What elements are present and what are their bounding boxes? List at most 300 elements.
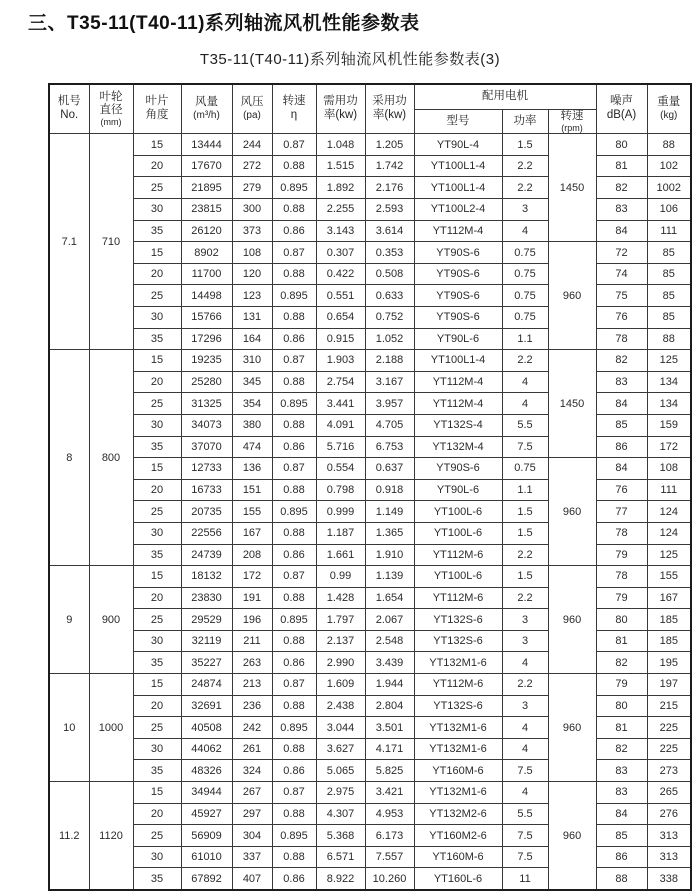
- cell-required-power: 3.143: [316, 220, 365, 242]
- cell-airflow: 48326: [181, 760, 232, 782]
- cell-speed-eta: 0.895: [272, 501, 316, 523]
- cell-airflow: 56909: [181, 825, 232, 847]
- cell-adopted-power: 4.953: [365, 803, 414, 825]
- cell-required-power: 8.922: [316, 868, 365, 890]
- cell-motor-model: YT90L-6: [414, 479, 502, 501]
- cell-noise: 84: [596, 458, 647, 480]
- cell-noise: 84: [596, 393, 647, 415]
- header-noise: [596, 84, 647, 134]
- cell-weight: 185: [647, 630, 691, 652]
- cell-motor-power: 2.2: [502, 177, 548, 199]
- cell-blade-angle: 15: [133, 674, 181, 696]
- cell-noise: 78: [596, 566, 647, 588]
- cell-weight: 338: [647, 868, 691, 890]
- header-motor-rpm: [548, 110, 596, 134]
- cell-motor-model: YT112M-6: [414, 674, 502, 696]
- cell-airflow: 15766: [181, 306, 232, 328]
- cell-motor-model: YT90S-6: [414, 458, 502, 480]
- cell-motor-power: 2.2: [502, 544, 548, 566]
- cell-adopted-power: 2.804: [365, 695, 414, 717]
- cell-speed-eta: 0.895: [272, 177, 316, 199]
- cell-motor-model: YT132M1-6: [414, 717, 502, 739]
- cell-blade-angle: 15: [133, 782, 181, 804]
- cell-airflow: 23830: [181, 587, 232, 609]
- cell-motor-model: YT112M-4: [414, 371, 502, 393]
- cell-pressure: 155: [232, 501, 272, 523]
- cell-pressure: 407: [232, 868, 272, 890]
- cell-motor-model: YT112M-6: [414, 587, 502, 609]
- cell-blade-angle: 20: [133, 371, 181, 393]
- cell-motor-model: YT90L-6: [414, 328, 502, 350]
- header-noise-line1: 噪声: [610, 95, 634, 108]
- cell-motor-power: 3: [502, 609, 548, 631]
- cell-airflow: 24739: [181, 544, 232, 566]
- cell-weight: 276: [647, 803, 691, 825]
- cell-speed-eta: 0.87: [272, 566, 316, 588]
- cell-speed-eta: 0.88: [272, 414, 316, 436]
- cell-speed-eta: 0.86: [272, 544, 316, 566]
- cell-required-power: 2.438: [316, 695, 365, 717]
- cell-speed-eta: 0.88: [272, 155, 316, 177]
- cell-speed-eta: 0.88: [272, 522, 316, 544]
- cell-weight: 102: [647, 155, 691, 177]
- cell-pressure: 354: [232, 393, 272, 415]
- cell-pressure: 196: [232, 609, 272, 631]
- cell-noise: 85: [596, 825, 647, 847]
- cell-weight: 167: [647, 587, 691, 609]
- table-row: [49, 782, 691, 804]
- cell-speed-eta: 0.86: [272, 436, 316, 458]
- cell-speed-eta: 0.88: [272, 738, 316, 760]
- cell-blade-angle: 20: [133, 695, 181, 717]
- cell-required-power: 1.661: [316, 544, 365, 566]
- cell-adopted-power: 1.910: [365, 544, 414, 566]
- cell-blade-angle: 25: [133, 609, 181, 631]
- cell-blade-angle: 15: [133, 350, 181, 372]
- cell-motor-model: YT132S-6: [414, 609, 502, 631]
- cell-speed-eta: 0.87: [272, 242, 316, 264]
- cell-airflow: 34073: [181, 414, 232, 436]
- cell-blade-angle: 30: [133, 846, 181, 868]
- cell-pressure: 120: [232, 263, 272, 285]
- header-noise-line2: dB(A): [606, 109, 637, 122]
- cell-motor-model: YT132M1-6: [414, 652, 502, 674]
- cell-weight: 134: [647, 371, 691, 393]
- cell-adopted-power: 0.637: [365, 458, 414, 480]
- cell-required-power: 0.307: [316, 242, 365, 264]
- cell-blade-angle: 25: [133, 717, 181, 739]
- header-motor-model: 型号: [414, 110, 502, 134]
- cell-pressure: 310: [232, 350, 272, 372]
- header-pressure: [232, 84, 272, 134]
- cell-noise: 81: [596, 717, 647, 739]
- cell-required-power: 1.515: [316, 155, 365, 177]
- cell-weight: 185: [647, 609, 691, 631]
- cell-blade-angle: 35: [133, 328, 181, 350]
- cell-noise: 80: [596, 695, 647, 717]
- cell-blade-angle: 30: [133, 738, 181, 760]
- cell-blade-angle: 30: [133, 199, 181, 221]
- cell-motor-model: YT132S-4: [414, 414, 502, 436]
- cell-noise: 78: [596, 522, 647, 544]
- cell-motor-model: YT100L1-4: [414, 350, 502, 372]
- cell-speed-eta: 0.87: [272, 350, 316, 372]
- cell-speed-eta: 0.895: [272, 393, 316, 415]
- cell-motor-model: YT90L-4: [414, 134, 502, 156]
- cell-weight: 265: [647, 782, 691, 804]
- cell-weight: 85: [647, 306, 691, 328]
- cell-motor-power: 4: [502, 652, 548, 674]
- cell-required-power: 2.754: [316, 371, 365, 393]
- cell-motor-model: YT160M-6: [414, 760, 502, 782]
- cell-speed-eta: 0.87: [272, 782, 316, 804]
- header-impeller-diameter-line2: 直径: [99, 104, 123, 117]
- cell-weight: 124: [647, 501, 691, 523]
- cell-blade-angle: 25: [133, 501, 181, 523]
- cell-motor-model: YT112M-6: [414, 544, 502, 566]
- cell-speed-eta: 0.895: [272, 717, 316, 739]
- cell-required-power: 0.654: [316, 306, 365, 328]
- cell-pressure: 337: [232, 846, 272, 868]
- cell-required-power: 6.571: [316, 846, 365, 868]
- cell-pressure: 244: [232, 134, 272, 156]
- cell-airflow: 67892: [181, 868, 232, 890]
- cell-blade-angle: 25: [133, 285, 181, 307]
- cell-motor-power: 1.1: [502, 328, 548, 350]
- cell-adopted-power: 0.508: [365, 263, 414, 285]
- cell-impeller-diameter: 710: [89, 134, 133, 350]
- cell-adopted-power: 1.944: [365, 674, 414, 696]
- cell-adopted-power: 2.593: [365, 199, 414, 221]
- cell-adopted-power: 3.439: [365, 652, 414, 674]
- cell-pressure: 151: [232, 479, 272, 501]
- cell-blade-angle: 35: [133, 652, 181, 674]
- cell-motor-rpm: 1450: [548, 350, 596, 458]
- cell-motor-power: 1.5: [502, 501, 548, 523]
- cell-motor-power: 4: [502, 220, 548, 242]
- cell-speed-eta: 0.88: [272, 306, 316, 328]
- cell-blade-angle: 35: [133, 544, 181, 566]
- cell-pressure: 373: [232, 220, 272, 242]
- cell-weight: 125: [647, 350, 691, 372]
- cell-weight: 85: [647, 263, 691, 285]
- cell-required-power: 0.422: [316, 263, 365, 285]
- header-weight: [647, 84, 691, 134]
- cell-noise: 82: [596, 738, 647, 760]
- header-required-power: [316, 84, 365, 134]
- cell-weight: 85: [647, 285, 691, 307]
- cell-motor-model: YT132S-6: [414, 695, 502, 717]
- cell-blade-angle: 25: [133, 825, 181, 847]
- cell-weight: 313: [647, 846, 691, 868]
- cell-blade-angle: 15: [133, 566, 181, 588]
- cell-motor-power: 2.2: [502, 155, 548, 177]
- cell-adopted-power: 3.501: [365, 717, 414, 739]
- cell-noise: 82: [596, 652, 647, 674]
- cell-weight: 108: [647, 458, 691, 480]
- cell-speed-eta: 0.895: [272, 609, 316, 631]
- cell-motor-power: 2.2: [502, 587, 548, 609]
- cell-motor-power: 11: [502, 868, 548, 890]
- table-header: [49, 84, 691, 134]
- header-impeller-diameter-unit: (mm): [100, 117, 122, 128]
- cell-pressure: 300: [232, 199, 272, 221]
- cell-required-power: 2.137: [316, 630, 365, 652]
- cell-pressure: 108: [232, 242, 272, 264]
- cell-blade-angle: 35: [133, 220, 181, 242]
- cell-blade-angle: 25: [133, 177, 181, 199]
- cell-required-power: 4.091: [316, 414, 365, 436]
- header-blade-angle: [133, 84, 181, 134]
- cell-airflow: 17296: [181, 328, 232, 350]
- cell-airflow: 40508: [181, 717, 232, 739]
- cell-motor-power: 0.75: [502, 263, 548, 285]
- cell-required-power: 4.307: [316, 803, 365, 825]
- cell-noise: 81: [596, 155, 647, 177]
- header-speed-eta: [272, 84, 316, 134]
- header-weight-line1: 重量: [657, 96, 681, 109]
- cell-noise: 81: [596, 630, 647, 652]
- cell-noise: 75: [596, 285, 647, 307]
- cell-airflow: 32691: [181, 695, 232, 717]
- cell-airflow: 25280: [181, 371, 232, 393]
- cell-airflow: 37070: [181, 436, 232, 458]
- header-weight-unit: (kg): [660, 110, 678, 122]
- cell-impeller-diameter: 900: [89, 566, 133, 674]
- cell-airflow: 22556: [181, 522, 232, 544]
- cell-machine-no: 8: [49, 350, 89, 566]
- cell-motor-model: YT90S-6: [414, 242, 502, 264]
- header-airflow: [181, 84, 232, 134]
- cell-motor-model: YT132M1-6: [414, 782, 502, 804]
- cell-adopted-power: 3.421: [365, 782, 414, 804]
- cell-weight: 225: [647, 717, 691, 739]
- cell-required-power: 1.048: [316, 134, 365, 156]
- cell-motor-model: YT90S-6: [414, 263, 502, 285]
- cell-pressure: 191: [232, 587, 272, 609]
- cell-adopted-power: 2.067: [365, 609, 414, 631]
- cell-blade-angle: 30: [133, 630, 181, 652]
- cell-motor-power: 0.75: [502, 306, 548, 328]
- cell-speed-eta: 0.88: [272, 587, 316, 609]
- cell-noise: 84: [596, 220, 647, 242]
- header-adopted-power: [365, 84, 414, 134]
- cell-impeller-diameter: 1120: [89, 782, 133, 890]
- cell-pressure: 172: [232, 566, 272, 588]
- cell-pressure: 297: [232, 803, 272, 825]
- cell-motor-model: YT112M-4: [414, 393, 502, 415]
- cell-blade-angle: 30: [133, 414, 181, 436]
- cell-machine-no: 11.2: [49, 782, 89, 890]
- cell-airflow: 23815: [181, 199, 232, 221]
- cell-weight: 172: [647, 436, 691, 458]
- cell-weight: 85: [647, 242, 691, 264]
- cell-noise: 83: [596, 760, 647, 782]
- header-adopted-power-line2: 率(kw): [372, 109, 407, 122]
- cell-adopted-power: 1.365: [365, 522, 414, 544]
- cell-motor-model: YT132M-4: [414, 436, 502, 458]
- cell-motor-model: YT160L-6: [414, 868, 502, 890]
- cell-pressure: 380: [232, 414, 272, 436]
- cell-speed-eta: 0.86: [272, 220, 316, 242]
- cell-required-power: 5.368: [316, 825, 365, 847]
- cell-impeller-diameter: 1000: [89, 674, 133, 782]
- cell-pressure: 123: [232, 285, 272, 307]
- cell-required-power: 1.903: [316, 350, 365, 372]
- cell-motor-power: 2.2: [502, 674, 548, 696]
- cell-pressure: 242: [232, 717, 272, 739]
- cell-pressure: 304: [232, 825, 272, 847]
- cell-blade-angle: 20: [133, 803, 181, 825]
- cell-machine-no: 10: [49, 674, 89, 782]
- cell-adopted-power: 3.614: [365, 220, 414, 242]
- cell-airflow: 45927: [181, 803, 232, 825]
- cell-speed-eta: 0.86: [272, 328, 316, 350]
- header-adopted-power-line1: 采用功: [372, 95, 407, 108]
- cell-noise: 80: [596, 134, 647, 156]
- cell-airflow: 16733: [181, 479, 232, 501]
- cell-adopted-power: 1.742: [365, 155, 414, 177]
- table-row: [49, 458, 691, 480]
- header-required-power-line2: 率(kw): [323, 109, 358, 122]
- table-row: [49, 242, 691, 264]
- cell-motor-power: 5.5: [502, 414, 548, 436]
- header-machine-no: [49, 84, 89, 134]
- cell-speed-eta: 0.88: [272, 263, 316, 285]
- cell-motor-power: 7.5: [502, 760, 548, 782]
- cell-adopted-power: 1.149: [365, 501, 414, 523]
- cell-adopted-power: 5.825: [365, 760, 414, 782]
- cell-machine-no: 7.1: [49, 134, 89, 350]
- cell-motor-rpm: 1450: [548, 134, 596, 242]
- cell-airflow: 35227: [181, 652, 232, 674]
- cell-motor-power: 4: [502, 371, 548, 393]
- cell-speed-eta: 0.87: [272, 458, 316, 480]
- cell-motor-model: YT100L1-4: [414, 155, 502, 177]
- header-blade-angle-line2: 角度: [145, 109, 169, 122]
- cell-adopted-power: 0.918: [365, 479, 414, 501]
- cell-blade-angle: 20: [133, 479, 181, 501]
- cell-weight: 134: [647, 393, 691, 415]
- cell-motor-model: YT90S-6: [414, 285, 502, 307]
- header-blade-angle-line1: 叶片: [145, 95, 169, 108]
- cell-adopted-power: 1.654: [365, 587, 414, 609]
- cell-airflow: 8902: [181, 242, 232, 264]
- header-speed-eta-line2: η: [290, 109, 298, 122]
- cell-airflow: 61010: [181, 846, 232, 868]
- cell-adopted-power: 7.557: [365, 846, 414, 868]
- cell-required-power: 0.798: [316, 479, 365, 501]
- cell-required-power: 2.990: [316, 652, 365, 674]
- cell-required-power: 5.716: [316, 436, 365, 458]
- cell-weight: 159: [647, 414, 691, 436]
- cell-adopted-power: 3.167: [365, 371, 414, 393]
- cell-weight: 88: [647, 328, 691, 350]
- cell-required-power: 1.428: [316, 587, 365, 609]
- cell-pressure: 211: [232, 630, 272, 652]
- table-body: [49, 134, 691, 890]
- cell-noise: 76: [596, 479, 647, 501]
- cell-speed-eta: 0.88: [272, 199, 316, 221]
- cell-motor-rpm: 960: [548, 674, 596, 782]
- cell-weight: 313: [647, 825, 691, 847]
- cell-airflow: 31325: [181, 393, 232, 415]
- cell-speed-eta: 0.87: [272, 134, 316, 156]
- cell-motor-rpm: 960: [548, 458, 596, 566]
- cell-airflow: 34944: [181, 782, 232, 804]
- cell-motor-power: 0.75: [502, 285, 548, 307]
- cell-motor-model: YT160M-6: [414, 846, 502, 868]
- cell-adopted-power: 2.188: [365, 350, 414, 372]
- cell-speed-eta: 0.88: [272, 630, 316, 652]
- header-machine-no-line1: 机号: [57, 95, 81, 108]
- cell-adopted-power: 1.052: [365, 328, 414, 350]
- cell-motor-power: 5.5: [502, 803, 548, 825]
- cell-speed-eta: 0.88: [272, 371, 316, 393]
- cell-motor-model: YT132M1-6: [414, 738, 502, 760]
- cell-blade-angle: 35: [133, 868, 181, 890]
- header-impeller-diameter: [89, 84, 133, 134]
- cell-adopted-power: 1.205: [365, 134, 414, 156]
- cell-noise: 82: [596, 177, 647, 199]
- cell-blade-angle: 35: [133, 436, 181, 458]
- cell-weight: 225: [647, 738, 691, 760]
- cell-weight: 1002: [647, 177, 691, 199]
- cell-weight: 88: [647, 134, 691, 156]
- cell-required-power: 2.975: [316, 782, 365, 804]
- cell-motor-power: 7.5: [502, 825, 548, 847]
- cell-blade-angle: 20: [133, 263, 181, 285]
- cell-noise: 83: [596, 371, 647, 393]
- cell-noise: 79: [596, 544, 647, 566]
- cell-blade-angle: 15: [133, 134, 181, 156]
- header-required-power-line1: 需用功: [323, 95, 358, 108]
- cell-motor-model: YT100L2-4: [414, 199, 502, 221]
- cell-motor-model: YT100L1-4: [414, 177, 502, 199]
- cell-noise: 72: [596, 242, 647, 264]
- cell-speed-eta: 0.86: [272, 760, 316, 782]
- cell-pressure: 324: [232, 760, 272, 782]
- header-impeller-diameter-line1: 叶轮: [99, 90, 123, 103]
- cell-motor-power: 3: [502, 695, 548, 717]
- cell-weight: 125: [647, 544, 691, 566]
- cell-motor-model: YT100L-6: [414, 501, 502, 523]
- cell-airflow: 32119: [181, 630, 232, 652]
- cell-speed-eta: 0.86: [272, 652, 316, 674]
- cell-weight: 111: [647, 220, 691, 242]
- cell-required-power: 0.551: [316, 285, 365, 307]
- cell-speed-eta: 0.86: [272, 868, 316, 890]
- cell-blade-angle: 30: [133, 306, 181, 328]
- cell-motor-power: 3: [502, 199, 548, 221]
- cell-pressure: 261: [232, 738, 272, 760]
- cell-motor-power: 3: [502, 630, 548, 652]
- cell-noise: 80: [596, 609, 647, 631]
- table-row: [49, 566, 691, 588]
- table-row: [49, 674, 691, 696]
- cell-weight: 106: [647, 199, 691, 221]
- cell-pressure: 164: [232, 328, 272, 350]
- cell-required-power: 1.797: [316, 609, 365, 631]
- cell-motor-power: 0.75: [502, 458, 548, 480]
- cell-motor-power: 7.5: [502, 846, 548, 868]
- cell-airflow: 44062: [181, 738, 232, 760]
- cell-pressure: 136: [232, 458, 272, 480]
- cell-adopted-power: 6.753: [365, 436, 414, 458]
- page-title: 三、T35-11(T40-11)系列轴流风机性能参数表: [28, 13, 420, 34]
- cell-pressure: 208: [232, 544, 272, 566]
- cell-adopted-power: 1.139: [365, 566, 414, 588]
